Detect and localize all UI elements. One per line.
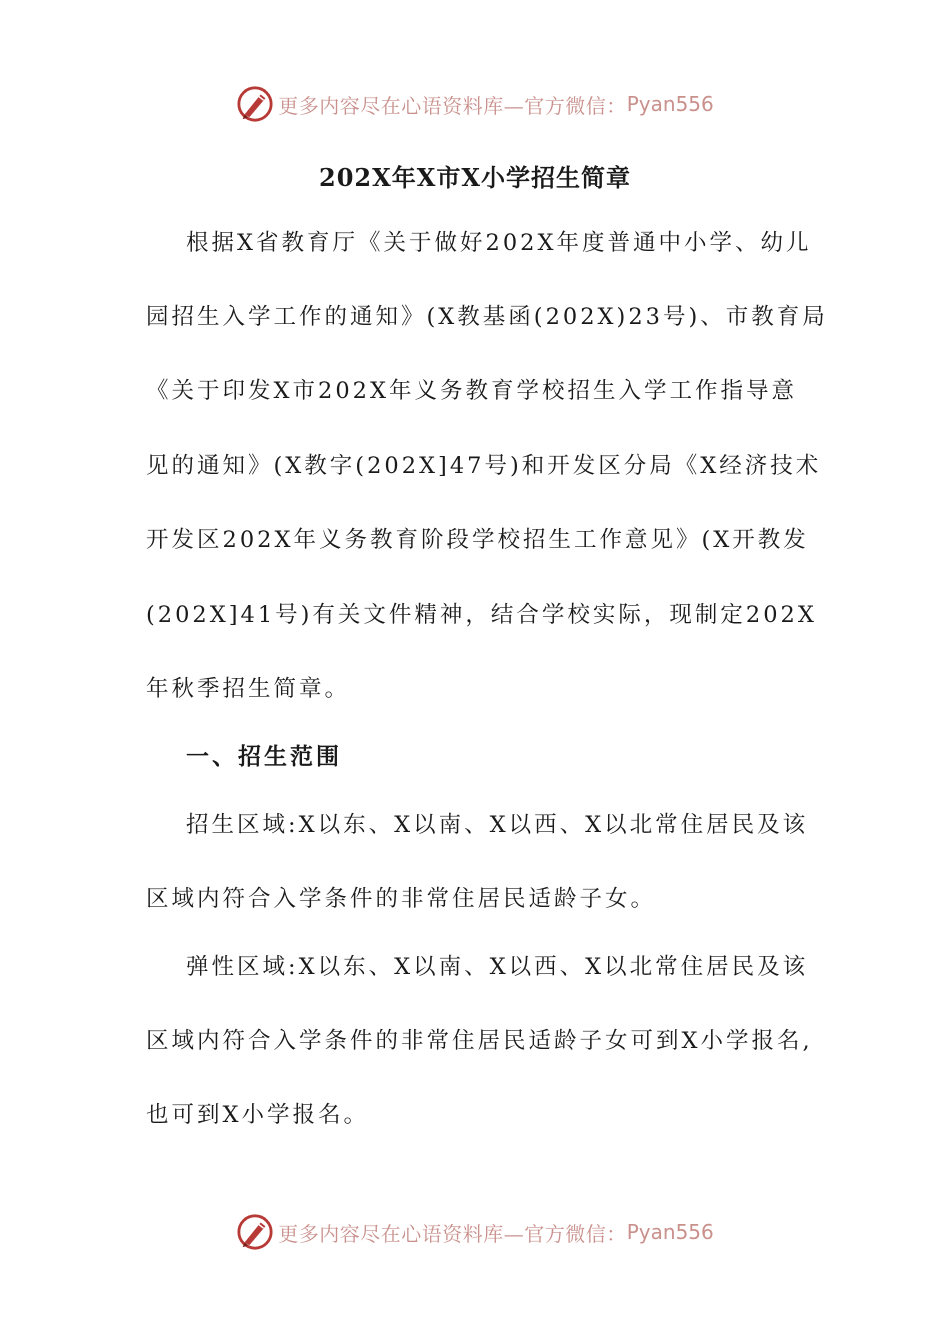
- pen-logo-icon: [236, 85, 274, 123]
- intro-line-4: 见的通知》(X教字(202X]47号)和开发区分局《X经济技术: [146, 453, 822, 479]
- section1-para1-line-1: 招生区域:X以东、X以南、X以西、X以北常住居民及该: [186, 812, 809, 838]
- watermark-text: 更多内容尽在心语资料库—官方微信：: [278, 1221, 627, 1246]
- section1-para2-line-1: 弹性区域:X以东、X以南、X以西、X以北常住居民及该: [186, 954, 809, 980]
- intro-line-6: (202X]41号)有关文件精神，结合学校实际，现制定202X: [146, 602, 817, 628]
- intro-line-1: 根据X省教育厅《关于做好202X年度普通中小学、幼儿: [186, 230, 812, 256]
- watermark-wechat-id: Pyan556: [626, 92, 714, 116]
- document-title: 202X年X市X小学招生简章: [319, 163, 631, 192]
- watermark-text: 更多内容尽在心语资料库—官方微信：: [278, 93, 627, 118]
- watermark-banner-top: [0, 82, 950, 126]
- watermark-banner-bottom: [0, 1210, 950, 1254]
- intro-line-3: 《关于印发X市202X年义务教育学校招生入学工作指导意: [146, 378, 797, 404]
- pen-logo-icon: [236, 1213, 274, 1251]
- section1-para1-line-2: 区域内符合入学条件的非常住居民适龄子女。: [146, 886, 657, 912]
- section1-para2-line-3: 也可到X小学报名。: [146, 1102, 370, 1128]
- section1-para2-line-2: 区域内符合入学条件的非常住居民适龄子女可到X小学报名,: [146, 1028, 813, 1054]
- intro-line-2: 园招生入学工作的通知》(X教基函(202X)23号)、市教育局: [146, 304, 828, 330]
- section-heading: 一、招生范围: [186, 743, 342, 770]
- intro-line-7: 年秋季招生简章。: [146, 676, 351, 702]
- watermark-wechat-id: Pyan556: [626, 1220, 714, 1244]
- intro-line-5: 开发区202X年义务教育阶段学校招生工作意见》(X开教发: [146, 527, 809, 553]
